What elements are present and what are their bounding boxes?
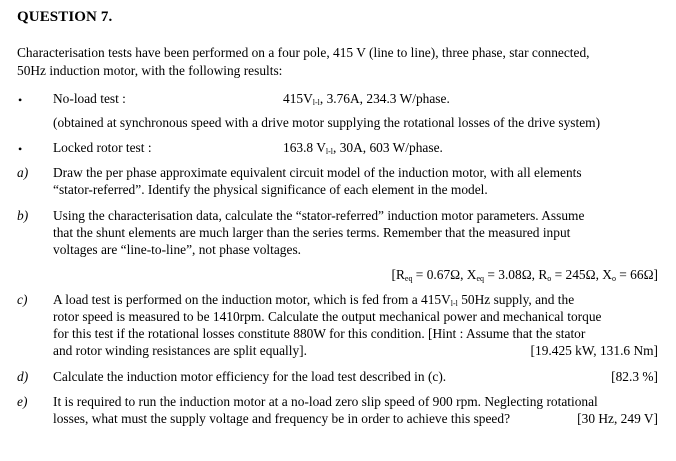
part-d-text: Calculate the induction motor efficiency for the load test described in (c). [53, 369, 447, 384]
locked-rotor-value: 163.8 $V_{l-l}$, 30A, 603 W/phase. [283, 140, 443, 156]
part-d-answer: [82.3 %] [611, 369, 658, 384]
part-b-marker: b) [17, 208, 29, 223]
noload-test-value: $415V_{l-l}$, 3.76A, 234.3 W/phase. [283, 91, 450, 107]
part-a-marker: a) [17, 165, 29, 180]
part-e-answer: [30 Hz, 249 V] [577, 411, 658, 426]
bullet-icon: • [18, 142, 23, 156]
part-d-marker: d) [17, 369, 29, 384]
noload-test-label: No-load test : [53, 91, 126, 106]
question-title: QUESTION 7. [17, 9, 113, 25]
part-a-line-1: Draw the per phase approximate equivalent circuit model of the induction motor, with all elements [53, 165, 582, 180]
locked-rotor-label: Locked rotor test : [53, 140, 152, 155]
part-c-line-4: and rotor winding resistances are split equally]. [53, 343, 307, 358]
part-b-line-1: Using the characterisation data, calculate the “stator-referred” induction motor parameters. Assume [53, 208, 585, 223]
part-a-line-2: “stator-referred”. Identify the physical significance of each element in the model. [53, 182, 488, 197]
bullet-icon: • [18, 93, 23, 107]
part-e-marker: e) [17, 394, 28, 409]
part-b-line-3: voltages are “line-to-line”, not phase voltages. [53, 242, 302, 257]
noload-note: (obtained at synchronous speed with a drive motor supplying the rotational losses of the drive system) [53, 115, 601, 130]
part-b-answer: [$R_{eq} = 0.67\Omega$, $X_{eq} = 3.08\Omega$, $R_o = 245\Omega$, $X_o = 66\Omega$] [391, 267, 658, 283]
intro-line-2: 50Hz induction motor, with the following results: [17, 63, 283, 78]
part-c-line-2: rotor speed is measured to be 1410rpm. Calculate the output mechanical power and mechanical torque [53, 309, 602, 324]
part-c-line-3: for this test if the rotational losses constitute 880W for this condition. [Hint : Assume that the stator [53, 326, 586, 341]
part-c-answer: [19.425 kW, 131.6 Nm] [530, 343, 658, 358]
intro-line-1: Characterisation tests have been performed on a four pole, 415 V (line to line), three phase, star connected, [17, 45, 590, 60]
part-c-marker: c) [17, 292, 28, 307]
part-b-line-2: that the shunt elements are much larger than the series terms. Remember that the measured input [53, 225, 571, 240]
part-c-line-1: A load test is performed on the induction motor, which is fed from a $415V_{l-l}$ 50Hz supply, and the [53, 292, 575, 308]
part-e-line-1: It is required to run the induction motor at a no-load zero slip speed of 900 rpm. Neglecting rotational [53, 394, 598, 409]
part-e-line-2: losses, what must the supply voltage and frequency be in order to achieve this speed? [53, 411, 511, 426]
